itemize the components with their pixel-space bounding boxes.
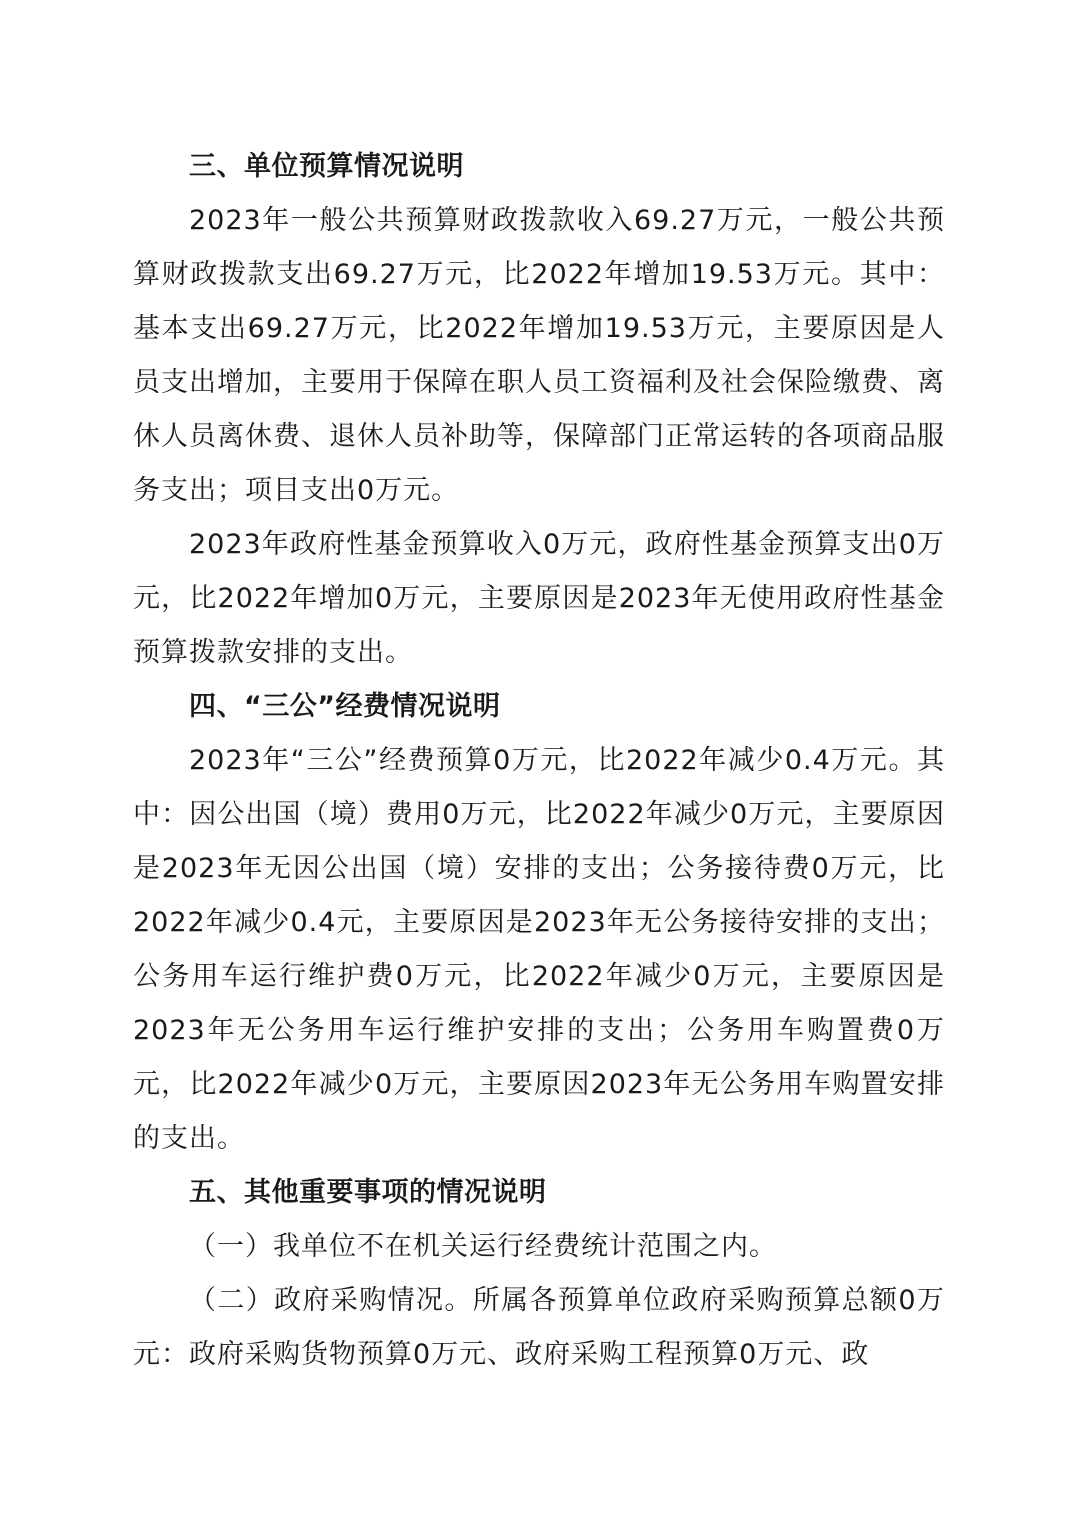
section-5-heading: 五、其他重要事项的情况说明: [189, 1177, 547, 1208]
section-4-heading: 四、“三公”经费情况说明: [189, 691, 501, 722]
section-4-paragraph-1: 2023年“三公”经费预算0万元，比2022年减少0.4万元。其中：因公出国（境）费用0万元，比2022年减少0万元，主要原因是2023年无因公出国（境）安排的支出；公务接待费0万元，比2022年减少0.4元，主要原因是2023年无公务接待安排的支出；公务用车运行维护费0万元，比2022年减少0万元，主要原因是2023年无公务用车运行维护安排的支出；公务用车购置费0万元，比2022年减少0万元，主要原因2023年无公务用车购置安排的支出。: [133, 745, 945, 1154]
section-3-paragraph-2: 2023年政府性基金预算收入0万元，政府性基金预算支出0万元，比2022年增加0万元，主要原因是2023年无使用政府性基金预算拨款安排的支出。: [133, 529, 945, 668]
section-5-paragraph-2: （二）政府采购情况。所属各预算单位政府采购预算总额0万元：政府采购货物预算0万元、政府采购工程预算0万元、政: [133, 1285, 945, 1370]
document-page: [133, 140, 945, 1382]
section-3-paragraph-1: 2023年一般公共预算财政拨款收入69.27万元，一般公共预算财政拨款支出69.27万元，比2022年增加19.53万元。其中：基本支出69.27万元，比2022年增加19.53万元，主要原因是人员支出增加，主要用于保障在职人员工资福利及社会保险缴费、离休人员离休费、退休人员补助等，保障部门正常运转的各项商品服务支出；项目支出0万元。: [133, 205, 945, 506]
section-3-heading: 三、单位预算情况说明: [189, 151, 464, 182]
section-5-paragraph-1: （一）我单位不在机关运行经费统计范围之内。: [189, 1231, 777, 1262]
